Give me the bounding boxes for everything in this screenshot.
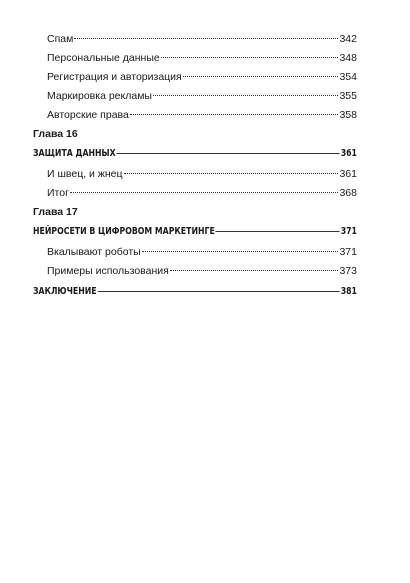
dot-leader [97, 291, 340, 292]
toc-entry-spam[interactable] [33, 30, 357, 49]
toc-entry-page: 361 [339, 168, 357, 180]
toc-entry-registration[interactable] [33, 68, 357, 87]
toc-entry-page: 373 [339, 265, 357, 277]
dot-leader [130, 114, 339, 115]
toc-entry-ad-labeling[interactable] [33, 87, 357, 106]
dot-leader [116, 153, 339, 154]
toc-entry-usage-examples[interactable] [33, 262, 357, 281]
toc-chapter-17-title[interactable] [33, 221, 357, 243]
toc-entry-page: 354 [339, 71, 357, 83]
toc-entry-robots-work[interactable] [33, 243, 357, 262]
dot-leader [170, 270, 339, 271]
toc-entry-label: Персональные данные [47, 52, 160, 64]
toc-entry-label: Спам [47, 33, 74, 45]
toc-entry-summary[interactable] [33, 184, 357, 203]
toc-entry-page: 348 [339, 52, 357, 64]
toc-entry-label: Вкалывают роботы [47, 246, 141, 258]
toc-entry-page: 342 [339, 33, 357, 45]
toc-chapter-16-title[interactable] [33, 143, 357, 165]
chapter-page: 371 [340, 226, 357, 237]
dot-leader [183, 76, 339, 77]
toc-entry-page: 371 [339, 246, 357, 258]
chapter-title: ЗАЩИТА ДАННЫХ [33, 148, 116, 159]
chapter-16-label: Глава 16 [33, 128, 78, 140]
conclusion-page: 381 [340, 286, 357, 297]
dot-leader [216, 231, 340, 232]
toc-entry-copyright[interactable] [33, 106, 357, 125]
dot-leader [70, 192, 339, 193]
toc-entry-jack-of-all-trades[interactable] [33, 165, 357, 184]
toc-entry-label: Итог [47, 187, 69, 199]
toc-entry-label: Регистрация и авторизация [47, 71, 182, 83]
conclusion-title: ЗАКЛЮЧЕНИЕ [33, 286, 97, 297]
dot-leader [161, 57, 339, 58]
toc-entry-page: 355 [339, 90, 357, 102]
dot-leader [124, 173, 339, 174]
toc-entry-label: И швец, и жнец [47, 168, 123, 180]
dot-leader [74, 38, 338, 39]
toc-entry-page: 368 [339, 187, 357, 199]
chapter-page: 361 [340, 148, 357, 159]
toc-entry-label: Маркировка рекламы [47, 90, 152, 102]
dot-leader [142, 251, 339, 252]
table-of-contents [33, 30, 357, 303]
toc-entry-label: Примеры использования [47, 265, 169, 277]
toc-entry-label: Авторские права [47, 109, 129, 121]
chapter-17-label: Глава 17 [33, 206, 78, 218]
toc-conclusion[interactable] [33, 281, 357, 303]
dot-leader [153, 95, 339, 96]
chapter-title: НЕЙРОСЕТИ В ЦИФРОВОМ МАРКЕТИНГЕ [33, 226, 215, 237]
toc-entry-page: 358 [339, 109, 357, 121]
toc-entry-personal-data[interactable] [33, 49, 357, 68]
